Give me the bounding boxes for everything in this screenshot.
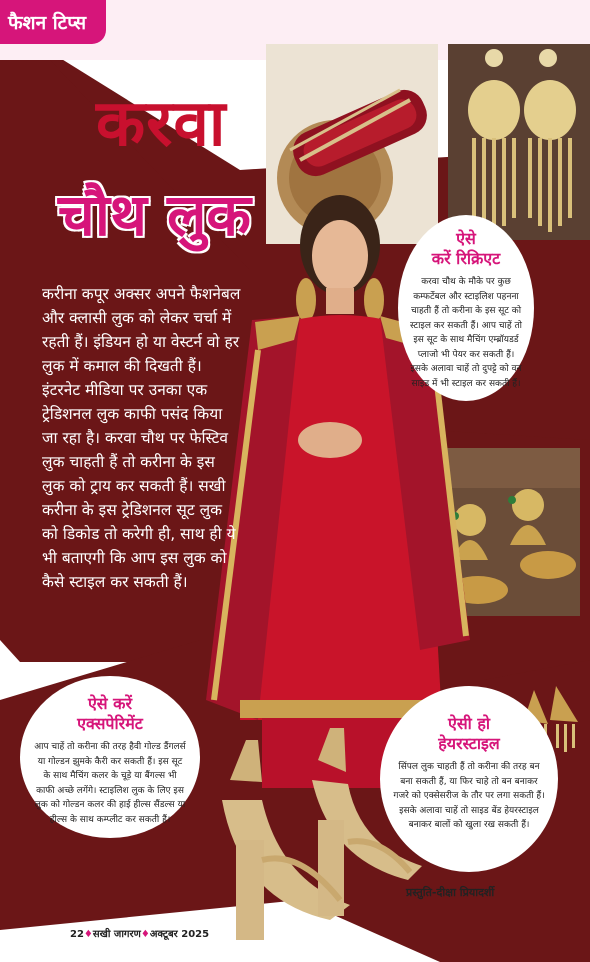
separator-icon: ♦ [83,929,93,940]
tip-heading-line2: हेयरस्टाइल [438,734,500,753]
page-title-line1: करवा [96,87,227,161]
tip-bubble-hairstyle [380,686,558,872]
tip-heading-line1: ऐसे करें [87,694,133,713]
tip-heading-line2: करें रिक्रिएट [431,249,501,268]
tip-body: करवा चौथ के मौके पर कुछ कम्फर्टेबल और स्टाइलिश पहनना चाहती हैं तो करीना के इस सूट को स्टाइल कर सकती हैं। आप चाहें तो इस सूट के साथ मैचिंग एम्ब्रॉयडर्ड प्लाजो भी पेयर कर सकती हैं। इसके अलावा चाहें तो दुपट्टे को वन साइड में भी स्टाइल कर सकती हैं। [410,277,522,389]
tip-body: आप चाहें तो करीना की तरह हैवी गोल्ड डैंगलर्स या गोल्डन झुमके कैरी कर सकती हैं। इस सूट के साथ मैचिंग कलर के चूड़े या बैंगल्स भी काफी अच्छे लगेंगे। स्टाइलिश लुक के लिए इस लुक को गोल्डन कलर की हाई हील्स सैंडल्स या हील्स के साथ कम्प्लीट कर सकती हैं। [34,742,186,825]
page-footer [70,926,209,940]
tip-bubble-experiment [20,676,200,838]
section-tag: फैशन टिप्स [0,0,106,44]
author-credit: प्रस्तुति-दीक्षा प्रियादर्शी [406,886,495,899]
page-title-line2: चौथ लुक [58,181,251,249]
publication-name: सखी जागरण [92,929,141,940]
tip-heading-line1: ऐसी हो [447,714,491,733]
separator-icon: ♦ [140,929,150,940]
tip-heading-line1: ऐसे [456,229,476,248]
intro-paragraph: करीना कपूर अक्सर अपने फैशनेबल और क्लासी लुक को लेकर चर्चा में रहती हैं। इंडियन हो या वेस्टर्न वो हर लुक में कमाल की दिखती हैं। इंटरनेट मीडिया पर उनका एक ट्रेडिशनल लुक काफी पसंद किया जा रहा है। करवा चौथ पर फेस्टिव लुक चाहती हैं तो करीना के इस लुक को ट्राय कर सकती हैं। सखी करीना के इस ट्रेडिशनल सूट लुक को डिकोड तो करेगी ही, साथ ही ये भी बताएगी कि आप इस लुक को कैसे स्टाइल कर सकती हैं। [42,285,241,591]
earrings-photo-top [448,44,590,240]
tip-bubble-recreate [398,215,534,401]
issue-date: अक्टूबर 2025 [149,929,210,940]
tip-body: सिंपल लुक चाहती हैं तो करीना की तरह बन बना सकती हैं, या फिर चाहे तो बन बनाकर गजरे को एक्सेसरीज के तौर पर लगा सकती हैं। इसके अलावा चाहें तो साइड बेंड हेयरस्टाइल बनाकर बालों को खुला रख सकती हैं। [393,762,545,830]
page-number: 22 [70,929,84,940]
tip-heading-line2: एक्सपेरिमेंट [77,714,143,733]
